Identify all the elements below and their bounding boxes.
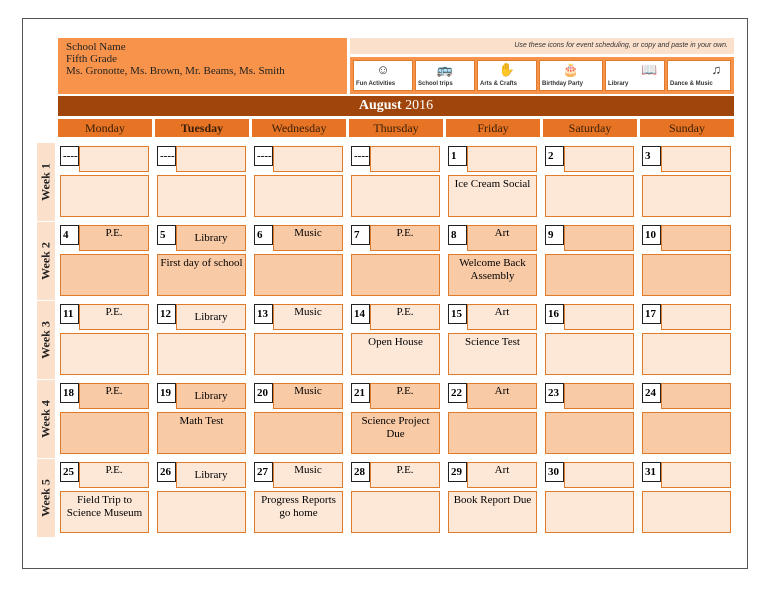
date-number[interactable]: 27 <box>254 462 273 482</box>
subject-box[interactable]: Art <box>467 304 537 330</box>
subject-box[interactable]: P.E. <box>370 304 440 330</box>
event-box[interactable]: Open House <box>351 333 440 375</box>
day-cell[interactable] <box>252 143 345 221</box>
date-number[interactable]: 10 <box>642 225 661 245</box>
subject-box[interactable] <box>370 146 440 172</box>
date-number[interactable]: 7 <box>351 225 370 245</box>
day-cell[interactable] <box>640 380 733 458</box>
icon-tile-dance-music[interactable]: ♫ Dance & Music <box>667 60 731 91</box>
date-number[interactable]: 24 <box>642 383 661 403</box>
subject-box[interactable] <box>564 383 634 409</box>
date-number[interactable]: ---- <box>157 146 176 166</box>
event-box[interactable] <box>642 254 731 296</box>
month-name: August <box>358 98 402 113</box>
subject-box[interactable]: P.E. <box>370 462 440 488</box>
subject-box[interactable]: Library <box>176 383 246 409</box>
subject-box[interactable] <box>467 146 537 172</box>
day-cell[interactable] <box>446 222 539 300</box>
subject-box[interactable]: Library <box>176 304 246 330</box>
date-number[interactable]: 13 <box>254 304 273 324</box>
day-cell[interactable] <box>640 459 733 537</box>
icon-hint: Use these icons for event scheduling, or copy and paste in your own. <box>350 38 734 54</box>
date-number[interactable]: 23 <box>545 383 564 403</box>
icon-tile-fun-activities[interactable]: ☺ Fun Activities <box>353 60 413 91</box>
birthday-cake-icon: 🎂 <box>562 62 580 77</box>
day-cell[interactable] <box>58 222 151 300</box>
day-cell[interactable] <box>155 380 248 458</box>
date-number[interactable]: 9 <box>545 225 564 245</box>
day-cell[interactable] <box>252 301 345 379</box>
day-cell[interactable] <box>349 143 442 221</box>
event-box[interactable] <box>642 333 731 375</box>
subject-box[interactable] <box>661 225 731 251</box>
day-cell[interactable] <box>58 380 151 458</box>
day-cell[interactable] <box>446 301 539 379</box>
month-year: 2016 <box>405 98 434 113</box>
day-cell[interactable] <box>155 301 248 379</box>
subject-box[interactable]: Music <box>273 462 343 488</box>
subject-box[interactable]: P.E. <box>79 304 149 330</box>
event-box[interactable] <box>545 333 634 375</box>
event-box[interactable] <box>642 412 731 454</box>
day-cell[interactable] <box>543 222 636 300</box>
day-cell[interactable] <box>640 143 733 221</box>
day-cell[interactable] <box>58 459 151 537</box>
day-cell[interactable] <box>640 301 733 379</box>
day-cell[interactable] <box>640 222 733 300</box>
day-cell[interactable] <box>155 143 248 221</box>
date-number[interactable]: 19 <box>157 383 176 403</box>
date-number[interactable]: 17 <box>642 304 661 324</box>
event-box[interactable] <box>60 254 149 296</box>
date-number[interactable]: 22 <box>448 383 467 403</box>
month-header <box>58 96 734 116</box>
event-box[interactable] <box>642 491 731 533</box>
icon-tile-arts-crafts[interactable]: ✋ Arts & Crafts <box>477 60 537 91</box>
week-label <box>37 301 55 379</box>
day-header-sunday: Sunday <box>640 119 734 137</box>
day-cell[interactable] <box>349 222 442 300</box>
week-label-text: Week 4 <box>38 400 53 438</box>
icon-tile-birthday-party[interactable]: 🎂 Birthday Party <box>539 60 603 91</box>
week-label-text: Week 1 <box>38 163 53 201</box>
date-number[interactable]: 8 <box>448 225 467 245</box>
week-label <box>37 459 55 537</box>
subject-box[interactable]: Art <box>467 225 537 251</box>
date-number[interactable]: 21 <box>351 383 370 403</box>
day-header-tuesday: Tuesday <box>155 119 249 137</box>
icon-palette <box>350 57 734 94</box>
day-header-thursday: Thursday <box>349 119 443 137</box>
subject-box[interactable] <box>176 146 246 172</box>
subject-box[interactable] <box>564 304 634 330</box>
subject-box[interactable] <box>79 146 149 172</box>
subject-box[interactable]: Music <box>273 225 343 251</box>
event-box[interactable] <box>545 491 634 533</box>
event-box[interactable] <box>60 175 149 217</box>
event-box[interactable]: First day of school <box>157 254 246 296</box>
date-number[interactable]: 6 <box>254 225 273 245</box>
event-box[interactable] <box>254 333 343 375</box>
event-box[interactable]: Science Test <box>448 333 537 375</box>
event-box[interactable] <box>254 254 343 296</box>
event-box[interactable] <box>448 412 537 454</box>
subject-box[interactable] <box>661 462 731 488</box>
day-cell[interactable] <box>349 380 442 458</box>
date-number[interactable]: ---- <box>60 146 79 166</box>
date-number[interactable]: 31 <box>642 462 661 482</box>
icon-tile-library[interactable]: 📖 Library <box>605 60 665 91</box>
date-number[interactable]: 3 <box>642 146 661 166</box>
subject-box[interactable]: Music <box>273 304 343 330</box>
dancer-icon: ♫ <box>711 62 722 77</box>
date-number[interactable]: 12 <box>157 304 176 324</box>
date-number[interactable]: 16 <box>545 304 564 324</box>
date-number[interactable]: 28 <box>351 462 370 482</box>
subject-box[interactable] <box>661 383 731 409</box>
day-cell[interactable] <box>349 301 442 379</box>
grade-label[interactable]: Fifth Grade <box>66 53 118 65</box>
date-number[interactable]: 26 <box>157 462 176 482</box>
bus-icon: 🚌 <box>436 62 454 77</box>
event-box[interactable] <box>351 175 440 217</box>
event-box[interactable]: Science Project Due <box>351 412 440 454</box>
icon-tile-school-trips[interactable]: 🚌 School trips <box>415 60 475 91</box>
week-label-text: Week 3 <box>38 321 53 359</box>
date-number[interactable]: 15 <box>448 304 467 324</box>
book-icon: 📖 <box>641 62 658 77</box>
week-label <box>37 222 55 300</box>
date-number[interactable]: 25 <box>60 462 79 482</box>
event-box[interactable] <box>254 175 343 217</box>
date-number[interactable]: 2 <box>545 146 564 166</box>
event-box[interactable]: Welcome Back Assembly <box>448 254 537 296</box>
subject-box[interactable]: Art <box>467 462 537 488</box>
subject-box[interactable] <box>661 146 731 172</box>
event-box[interactable] <box>157 175 246 217</box>
subject-box[interactable]: Music <box>273 383 343 409</box>
date-number[interactable]: 20 <box>254 383 273 403</box>
day-cell[interactable] <box>543 380 636 458</box>
subject-box[interactable] <box>661 304 731 330</box>
subject-box[interactable]: Library <box>176 225 246 251</box>
day-cell[interactable] <box>446 380 539 458</box>
date-number[interactable]: 5 <box>157 225 176 245</box>
event-box[interactable] <box>545 254 634 296</box>
event-box[interactable] <box>642 175 731 217</box>
event-box[interactable] <box>351 254 440 296</box>
day-cell[interactable] <box>252 380 345 458</box>
day-header-friday: Friday <box>446 119 540 137</box>
event-box[interactable] <box>157 333 246 375</box>
event-box[interactable] <box>545 412 634 454</box>
week-label <box>37 380 55 458</box>
subject-box[interactable]: P.E. <box>370 225 440 251</box>
date-number[interactable]: 1 <box>448 146 467 166</box>
week-label <box>37 143 55 221</box>
day-cell[interactable] <box>252 222 345 300</box>
subject-box[interactable] <box>273 146 343 172</box>
day-cell[interactable] <box>446 143 539 221</box>
event-box[interactable] <box>60 333 149 375</box>
subject-box[interactable] <box>564 462 634 488</box>
event-box[interactable] <box>545 175 634 217</box>
date-number[interactable]: 18 <box>60 383 79 403</box>
day-header-wednesday: Wednesday <box>252 119 346 137</box>
date-number[interactable]: 30 <box>545 462 564 482</box>
subject-box[interactable]: P.E. <box>79 462 149 488</box>
school-info <box>58 38 347 94</box>
subject-box[interactable]: P.E. <box>79 383 149 409</box>
day-cell[interactable] <box>349 459 442 537</box>
event-box[interactable]: Progress Reports go home <box>254 491 343 533</box>
subject-box[interactable] <box>564 146 634 172</box>
event-box[interactable] <box>60 412 149 454</box>
event-box[interactable] <box>157 491 246 533</box>
day-cell[interactable] <box>155 459 248 537</box>
day-cell[interactable] <box>543 301 636 379</box>
date-number[interactable]: ---- <box>351 146 370 166</box>
day-header-saturday: Saturday <box>543 119 637 137</box>
subject-box[interactable] <box>564 225 634 251</box>
day-cell[interactable] <box>155 222 248 300</box>
day-cell[interactable] <box>58 301 151 379</box>
event-box[interactable]: Math Test <box>157 412 246 454</box>
week-label-text: Week 2 <box>38 242 53 280</box>
event-box[interactable]: Book Report Due <box>448 491 537 533</box>
date-number[interactable]: 11 <box>60 304 79 324</box>
subject-box[interactable]: P.E. <box>79 225 149 251</box>
day-cell[interactable] <box>543 143 636 221</box>
event-box[interactable]: Field Trip to Science Museum <box>60 491 149 533</box>
smiley-icon: ☺ <box>376 62 390 77</box>
day-cell[interactable] <box>543 459 636 537</box>
subject-box[interactable]: Art <box>467 383 537 409</box>
date-number[interactable]: 14 <box>351 304 370 324</box>
date-number[interactable]: 4 <box>60 225 79 245</box>
day-cell[interactable] <box>446 459 539 537</box>
date-number[interactable]: 29 <box>448 462 467 482</box>
event-box[interactable] <box>351 491 440 533</box>
day-cell[interactable] <box>58 143 151 221</box>
event-box[interactable]: Ice Cream Social <box>448 175 537 217</box>
week-label-text: Week 5 <box>38 479 53 517</box>
event-box[interactable] <box>254 412 343 454</box>
school-name[interactable]: School Name <box>66 41 126 53</box>
teachers-label[interactable]: Ms. Gronotte, Ms. Brown, Mr. Beams, Ms. Smith <box>66 65 285 77</box>
subject-box[interactable]: P.E. <box>370 383 440 409</box>
subject-box[interactable]: Library <box>176 462 246 488</box>
day-cell[interactable] <box>252 459 345 537</box>
day-header-monday: Monday <box>58 119 152 137</box>
paint-hand-icon: ✋ <box>498 62 516 77</box>
date-number[interactable]: ---- <box>254 146 273 166</box>
